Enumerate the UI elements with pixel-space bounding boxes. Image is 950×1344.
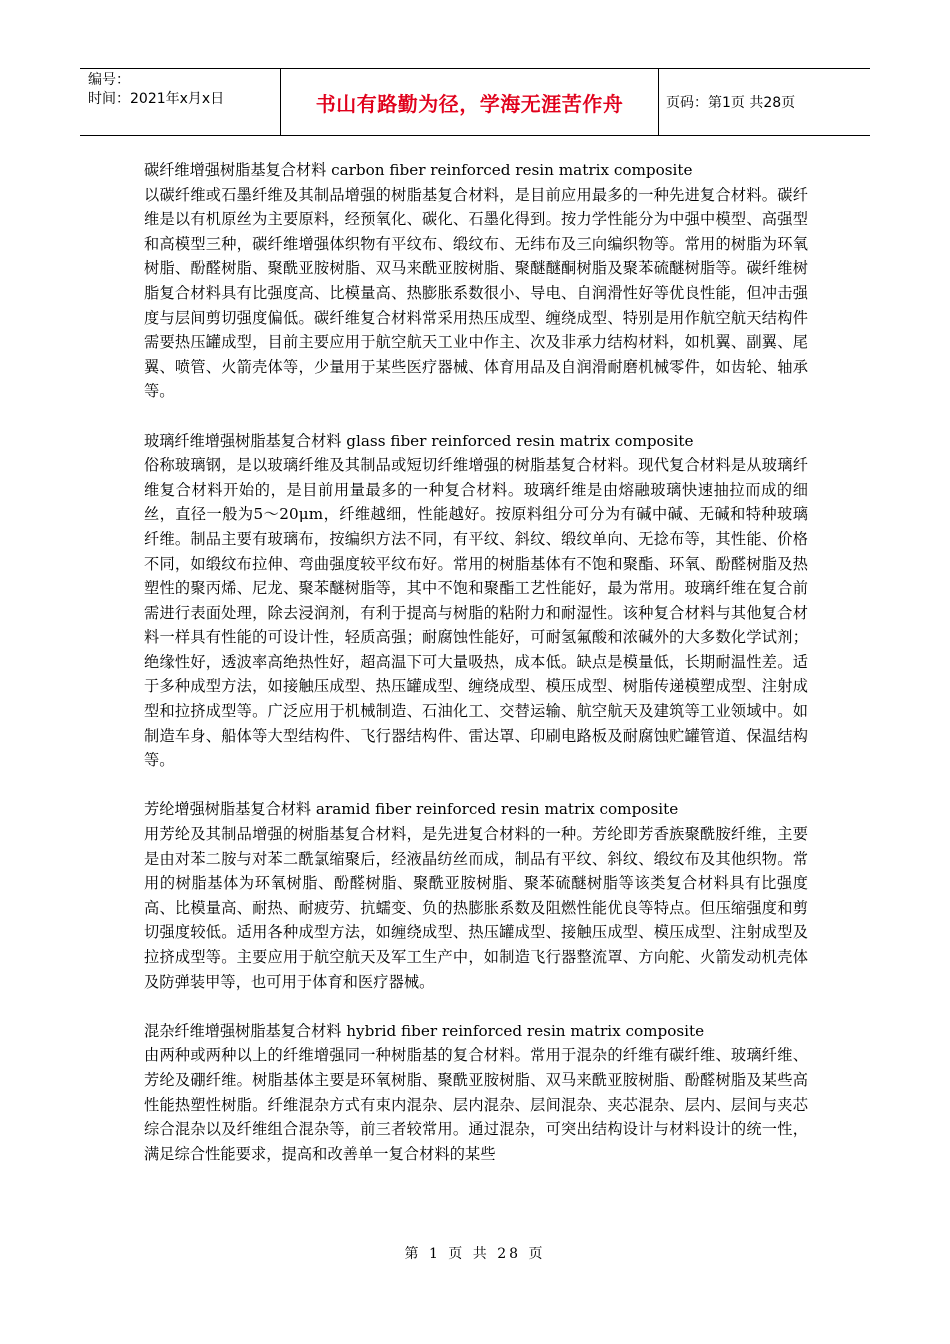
section-title: 芳纶增强树脂基复合材料 aramid fiber reinforced resin matrix composite [144, 800, 679, 819]
section-hybrid-fiber [144, 1019, 808, 1167]
section-paragraph: 用芳纶及其制品增强的树脂基复合材料，是先进复合材料的一种。芳纶即芳香族聚酰胺纤维，主要是由对苯二胺与对苯二酰氯缩聚后，经液晶纺丝而成，制品有平纹、斜纹、缎纹布及其他织物。常用的树脂基体为环氧树脂、酚醛树脂、聚酰亚胺树脂、聚苯硫醚树脂等该类复合材料具有比强度高、比模量高、耐热、耐疲劳、抗蠕变、负的热膨胀系数及阻燃性能优良等特点。但压缩强度和剪切强度较低。适用各种成型方法，如缠绕成型、热压罐成型、接触压成型、模压成型、注射成型及拉挤成型等。主要应用于航空航天及军工生产中，如制造飞行器整流罩、方向舵、火箭发动机壳体及防弹装甲等，也可用于体育和医疗器械。 [144, 825, 808, 991]
header-page-info-cell [659, 69, 870, 135]
section-paragraph: 以碳纤维或石墨纤维及其制品增强的树脂基复合材料，是目前应用最多的一种先进复合材料。碳纤维是以有机原丝为主要原料，经预氧化、碳化、石墨化得到。按力学性能分为中强中模型、高强型和高模型三种，碳纤维增强体织物有平纹布、缎纹布、无纬布及三向编织物等。常用的树脂为环氧树脂、酚醛树脂、聚酰亚胺树脂、双马来酰亚胺树脂、聚醚醚酮树脂及聚苯硫醚树脂等。碳纤维树脂复合材料具有比强度高、比模量高、热膨胀系数很小、导电、自润滑性好等优良性能，但冲击强度与层间剪切强度偏低。碳纤维复合材料常采用热压成型、缠绕成型、特别是用作航空航天结构件需要热压罐成型，目前主要应用于航空航天工业中作主、次及非承力结构材料，如机翼、副翼、尾翼、喷管、火箭壳体等，少量用于某些医疗器械、体育用品及自润滑耐磨机械零件，如齿轮、轴承等。 [144, 185, 808, 401]
motto: 书山有路勤为径，学海无涯苦作舟 [315, 91, 624, 116]
section-glass-fiber [144, 429, 808, 773]
section-title: 混杂纤维增强树脂基复合材料 hybrid fiber reinforced resin matrix composite [144, 1021, 705, 1040]
section-carbon-fiber [144, 158, 808, 404]
doc-date: 时间：2021年x月x日 [88, 91, 225, 107]
page-info: 页码：第1页 共28页 [666, 95, 796, 111]
page-footer [0, 1243, 950, 1263]
section-paragraph: 俗称玻璃钢，是以玻璃纤维及其制品或短切纤维增强的树脂基复合材料。现代复合材料是从玻璃纤维复合材料开始的，是目前用量最多的一种复合材料。玻璃纤维是由熔融玻璃快速抽拉而成的细丝，直径一般为5～20μm，纤维越细，性能越好。按原料组分可分为有碱中碱、无碱和特种玻璃纤维。制品主要有玻璃布，按编织方法不同，有平纹、斜纹、缎纹单向、无捻布等，其性能、价格不同，如缎纹布拉伸、弯曲强度较平纹布好。常用的树脂基体有不饱和聚酯、环氧、酚醛树脂及热塑性的聚丙烯、尼龙、聚苯醚树脂等，其中不饱和聚酯工艺性能好，最为常用。玻璃纤维在复合前需进行表面处理，除去浸润剂，有利于提高与树脂的粘附力和耐湿性。该种复合材料与其他复合材料一样具有性能的可设计性，轻质高强；耐腐蚀性能好，可耐氢氟酸和浓碱外的大多数化学试剂；绝缘性好，透波率高绝热性好，超高温下可大量吸热，成本低。缺点是模量低，长期耐温性差。适于多种成型方法，如接触压成型、热压罐成型、缠绕成型、模压成型、树脂传递模塑成型、注射成型和拉挤成型等。广泛应用于机械制造、石油化工、交替运输、航空航天及建筑等工业领域中。如制造车身、船体等大型结构件、飞行器结构件、雷达罩、印刷电路板及耐腐蚀贮罐管道、保温结构等。 [144, 456, 808, 770]
section-title: 碳纤维增强树脂基复合材料 carbon fiber reinforced resin matrix composite [144, 161, 693, 179]
header-meta [80, 69, 280, 135]
section-aramid-fiber [144, 797, 808, 994]
doc-number: 编号： [88, 72, 130, 88]
footer-page-number: 第 1 页 共 28 页 [404, 1246, 546, 1262]
section-title: 玻璃纤维增强树脂基复合材料 glass fiber reinforced resin matrix composite [144, 431, 694, 450]
document-header [80, 68, 870, 136]
document-body [144, 158, 808, 1191]
section-paragraph: 由两种或两种以上的纤维增强同一种树脂基的复合材料。常用于混杂的纤维有碳纤维、玻璃纤维、芳纶及硼纤维。树脂基体主要是环氧树脂、聚酰亚胺树脂、双马来酰亚胺树脂、酚醛树脂及某些高性能热塑性树脂。纤维混杂方式有束内混杂、层内混杂、层间混杂、夹芯混杂、层内、层间与夹芯综合混杂以及纤维组合混杂等，前三者较常用。通过混杂，可突出结构设计与材料设计的统一性，满足综合性能要求，提高和改善单一复合材料的某些 [144, 1046, 808, 1163]
header-motto-cell [280, 69, 659, 135]
